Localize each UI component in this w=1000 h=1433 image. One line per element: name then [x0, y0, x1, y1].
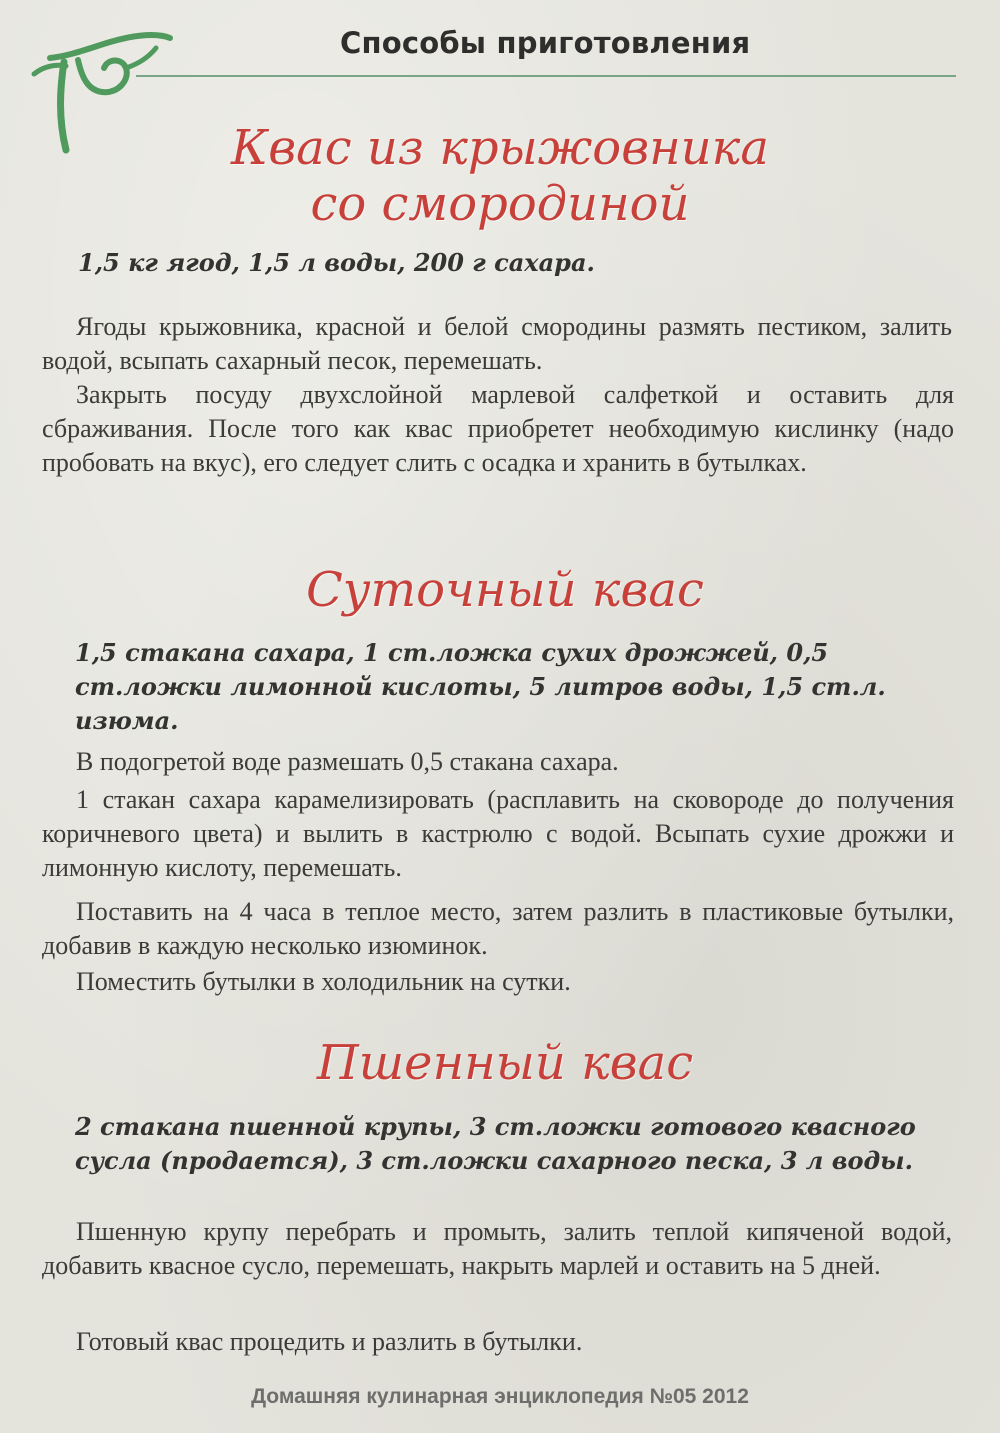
recipe-2-step-3: Поставить на 4 часа в теплое место, затем разлить в пластиковые бутылки, добавив в каждую несколько изюминок. — [42, 897, 954, 960]
recipe-3-ingredients: 2 стакана пшенной крупы, 3 ст.ложки готового квасного сусла (продается), 3 ст.ложки сахарного песка, 3 л воды. — [75, 1112, 916, 1175]
recipe-1-ingredients: 1,5 кг ягод, 1,5 л воды, 200 г сахара. — [78, 248, 595, 277]
source-caption: Домашняя кулинарная энциклопедия №05 2012 — [251, 1385, 749, 1408]
recipe-1-step-2: Закрыть посуду двухслойной марлевой салфеткой и оставить для сбраживания. После того как квас приобретет необходимую кислинку (надо пробовать на вкус), его следует слить с осадка и хранить в бутылках. — [42, 380, 954, 477]
recipe-3-title: Пшенный квас — [316, 1035, 694, 1091]
recipe-1-title-line-1: Квас из крыжовника — [231, 120, 769, 176]
leaf-swirl-icon — [30, 18, 180, 158]
recipe-2-title: Суточный квас — [306, 562, 704, 618]
recipe-2-ingredients: 1,5 стакана сахара, 1 ст.ложка сухих дрожжей, 0,5 ст.ложки лимонной кислоты, 5 литров воды, 1,5 ст.л. изюма. — [75, 638, 886, 735]
recipe-2-step-4: Поместить бутылки в холодильник на сутки. — [76, 967, 571, 996]
recipe-3-step-2: Готовый квас процедить и разлить в бутылки. — [76, 1327, 583, 1356]
header-rule — [136, 75, 956, 77]
recipe-3-step-1: Пшенную крупу перебрать и промыть, залить теплой кипяченой водой, добавить квасное сусло, перемешать, накрыть марлей и оставить на 5 дней. — [42, 1217, 952, 1280]
recipe-2-step-1: В подогретой воде размешать 0,5 стакана сахара. — [76, 747, 619, 776]
section-title: Способы приготовления — [340, 26, 751, 60]
recipe-1-title-line-2: со смородиной — [310, 176, 690, 232]
recipe-1-step-1: Ягоды крыжовника, красной и белой смородины размять пестиком, залить водой, всыпать сахарный песок, перемешать. — [42, 312, 952, 375]
recipe-1-title — [170, 120, 830, 232]
recipe-2-step-2: 1 стакан сахара карамелизировать (расплавить на сковороде до получения коричневого цвета) и вылить в кастрюлю с водой. Всыпать сухие дрожжи и лимонную кислоту, перемешать. — [42, 785, 954, 882]
